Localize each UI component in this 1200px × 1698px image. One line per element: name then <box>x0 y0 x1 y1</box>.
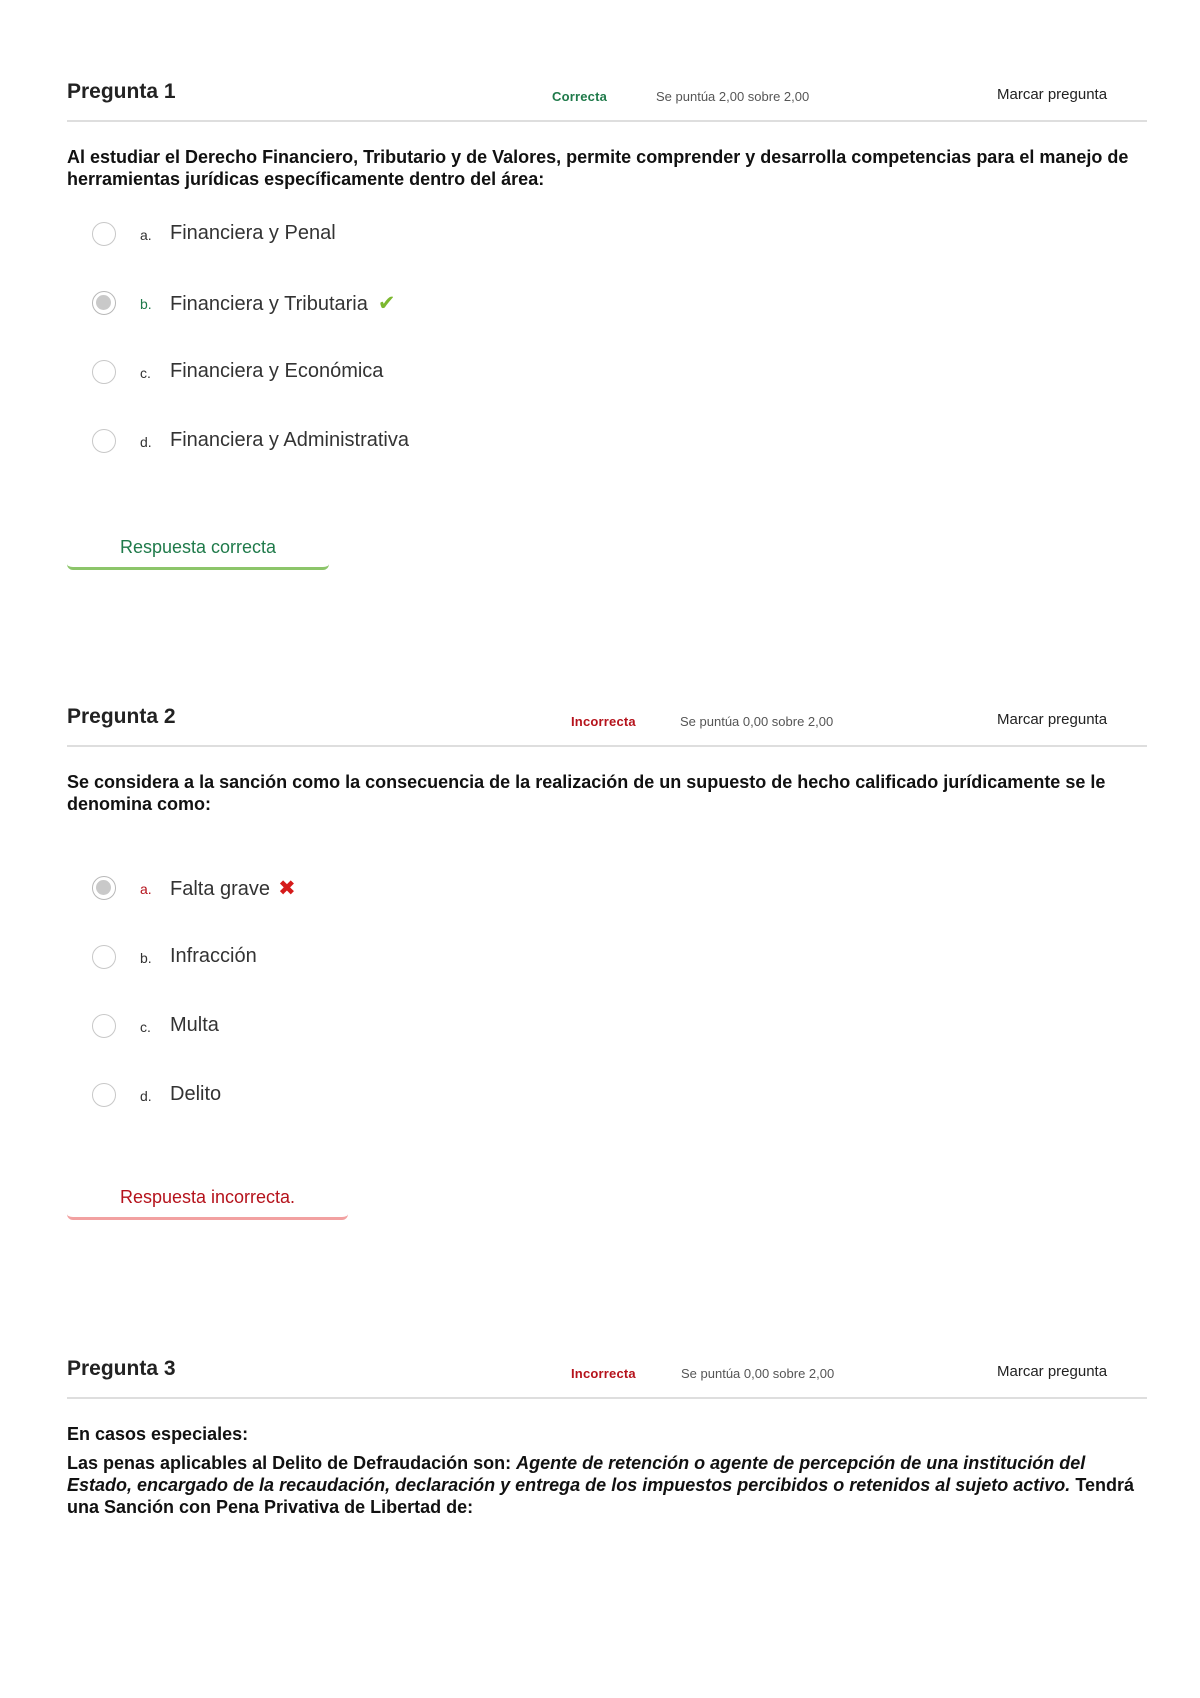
question-text-line: En casos especiales: <box>67 1424 249 1444</box>
answer-option-d[interactable] <box>67 419 1147 488</box>
question-text <box>67 146 1147 190</box>
question-state: Incorrecta <box>571 714 636 729</box>
question-header <box>67 1349 1147 1399</box>
radio-button[interactable] <box>92 945 116 969</box>
radio-button-selected[interactable] <box>92 291 116 315</box>
question-text <box>67 771 1147 815</box>
answer-text: Financiera y Administrativa <box>170 429 409 451</box>
answer-letter: d. <box>140 1088 152 1104</box>
answer-text: Multa <box>170 1014 219 1036</box>
answer-option-d[interactable] <box>67 1073 1147 1142</box>
radio-button[interactable] <box>92 1083 116 1107</box>
flag-question-link[interactable]: Marcar pregunta <box>997 86 1108 103</box>
answer-letter: a. <box>140 881 152 897</box>
answer-option-a[interactable] <box>67 212 1147 281</box>
feedback-correct: Respuesta correcta <box>67 532 329 570</box>
radio-button[interactable] <box>92 360 116 384</box>
flag-question-link[interactable]: Marcar pregunta <box>997 711 1108 728</box>
question-state: Correcta <box>552 89 608 104</box>
answer-option-b[interactable] <box>67 281 1147 350</box>
answer-text: Financiera y Tributaria ✔ <box>170 292 396 315</box>
answer-text: Financiera y Penal <box>170 222 336 244</box>
question-text-paragraph: Al estudiar el Derecho Financiero, Tributario y de Valores, permite comprender y desarrolla competencias para el manejo de herramientas jurídicas específicamente dentro del área: <box>67 147 1129 189</box>
answer-list <box>67 866 1147 1142</box>
cross-icon: ✖ <box>278 877 296 900</box>
radio-button[interactable] <box>92 429 116 453</box>
answer-option-c[interactable] <box>67 1004 1147 1073</box>
answer-letter: c. <box>140 365 151 381</box>
answer-text: Falta grave ✖ <box>170 877 296 900</box>
answer-option-c[interactable] <box>67 350 1147 419</box>
answer-letter: b. <box>140 950 152 966</box>
answer-letter: d. <box>140 434 152 450</box>
check-icon: ✔ <box>377 292 396 315</box>
question-state: Incorrecta <box>571 1366 636 1381</box>
answer-letter: c. <box>140 1019 151 1035</box>
question-3 <box>67 1349 1147 1525</box>
question-title: Pregunta 1 <box>67 80 176 103</box>
question-grade: Se puntúa 0,00 sobre 2,00 <box>680 714 834 729</box>
radio-button[interactable] <box>92 222 116 246</box>
answer-text: Delito <box>170 1083 222 1105</box>
question-grade: Se puntúa 0,00 sobre 2,00 <box>681 1366 835 1381</box>
question-grade: Se puntúa 2,00 sobre 2,00 <box>656 89 810 104</box>
question-text-paragraph: Se considera a la sanción como la consecuencia de la realización de un supuesto de hecho calificado jurídicamente se le denomina como: <box>67 772 1106 814</box>
question-2 <box>67 697 1147 1207</box>
answer-letter: b. <box>140 296 152 312</box>
question-header <box>67 72 1147 122</box>
question-title: Pregunta 3 <box>67 1357 176 1380</box>
answer-text: Financiera y Económica <box>170 360 384 382</box>
question-text-paragraph: Las penas aplicables al Delito de Defraudación son: Agente de retención o agente de percepción de una institución del Estado, encargado de la recaudación, declaración y entrega de los impuestos percibidos o retenidos al sujeto activo. Tendrá una Sanción con Pena Privativa de Libertad de: <box>67 1453 1134 1517</box>
question-1 <box>67 72 1147 557</box>
answer-option-a[interactable] <box>67 866 1147 935</box>
answer-text: Infracción <box>170 945 257 967</box>
question-header <box>67 697 1147 747</box>
question-title: Pregunta 2 <box>67 705 176 728</box>
answer-option-b[interactable] <box>67 935 1147 1004</box>
feedback-incorrect: Respuesta incorrecta. <box>67 1182 348 1220</box>
flag-question-link[interactable]: Marcar pregunta <box>997 1363 1108 1380</box>
answer-list <box>67 212 1147 488</box>
radio-button-selected[interactable] <box>92 876 116 900</box>
question-text <box>67 1423 1147 1518</box>
answer-letter: a. <box>140 227 152 243</box>
radio-button[interactable] <box>92 1014 116 1038</box>
